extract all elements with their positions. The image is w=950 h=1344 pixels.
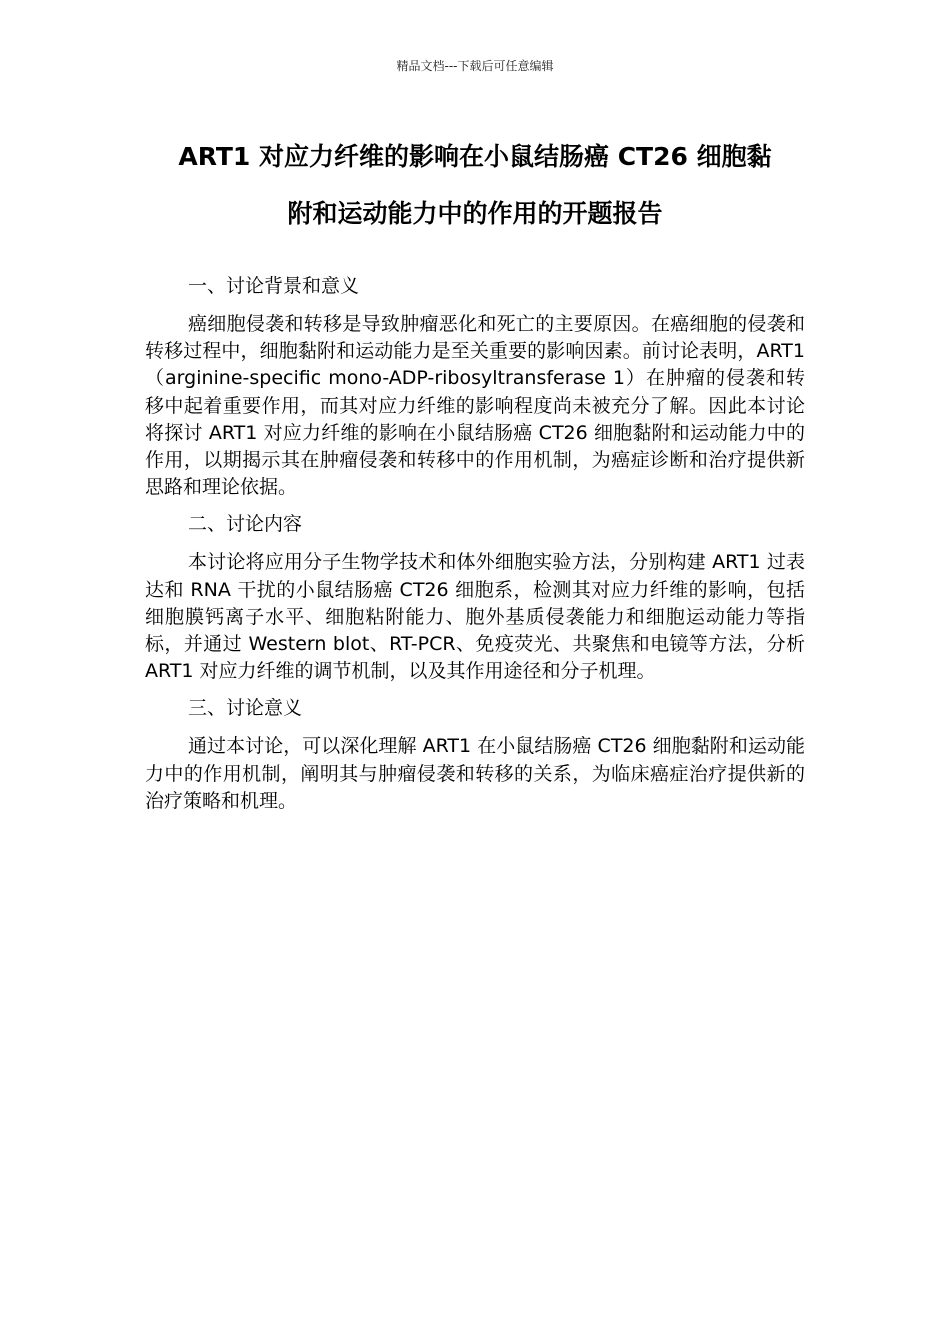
title-line-2: 附和运动能力中的作用的开题报告 (287, 199, 663, 228)
section-paragraph-significance: 通过本讨论，可以深化理解 ART1 在小鼠结肠癌 CT26 细胞黏附和运动能力中的作用机制，阐明其与肿瘤侵袭和转移的关系，为临床癌症治疗提供新的治疗策略和机理。 (145, 735, 805, 812)
title-line-1: ART1 对应力纤维的影响在小鼠结肠癌 CT26 细胞黏 (178, 142, 772, 171)
document-body (145, 270, 805, 822)
section-heading-background: 一、讨论背景和意义 (188, 275, 360, 297)
header-note: 精品文档---下载后可任意编辑 (396, 59, 554, 73)
section-paragraph-content: 本讨论将应用分子生物学技术和体外细胞实验方法，分别构建 ART1 过表达和 RNA 干扰的小鼠结肠癌 CT26 细胞系，检测其对应力纤维的影响，包括细胞膜钙离子水平、细胞粘附能力、胞外基质侵袭能力和细胞运动能力等指标，并通过 Western blot、RT-PCR、免疫荧光、共聚焦和电镜等方法，分析 ART1 对应力纤维的调节机制，以及其作用途径和分子机理。 (145, 551, 805, 683)
section-heading-significance: 三、讨论意义 (188, 697, 303, 720)
section-paragraph-background: 癌细胞侵袭和转移是导致肿瘤恶化和死亡的主要原因。在癌细胞的侵袭和转移过程中，细胞黏附和运动能力是至关重要的影响因素。前讨论表明，ART1（arginine-specific mono-ADP-ribosyltransferase 1）在肿瘤的侵袭和转移中起着重要作用，而其对应力纤维的影响程度尚未被充分了解。因此本讨论将探讨 ART1 对应力纤维的影响在小鼠结肠癌 CT26 细胞黏附和运动能力中的作用，以期揭示其在肿瘤侵袭和转移中的作用机制，为癌症诊断和治疗提供新思路和理论依据。 (145, 313, 805, 499)
section-heading-content: 二、讨论内容 (188, 513, 303, 536)
document-title (140, 128, 810, 242)
